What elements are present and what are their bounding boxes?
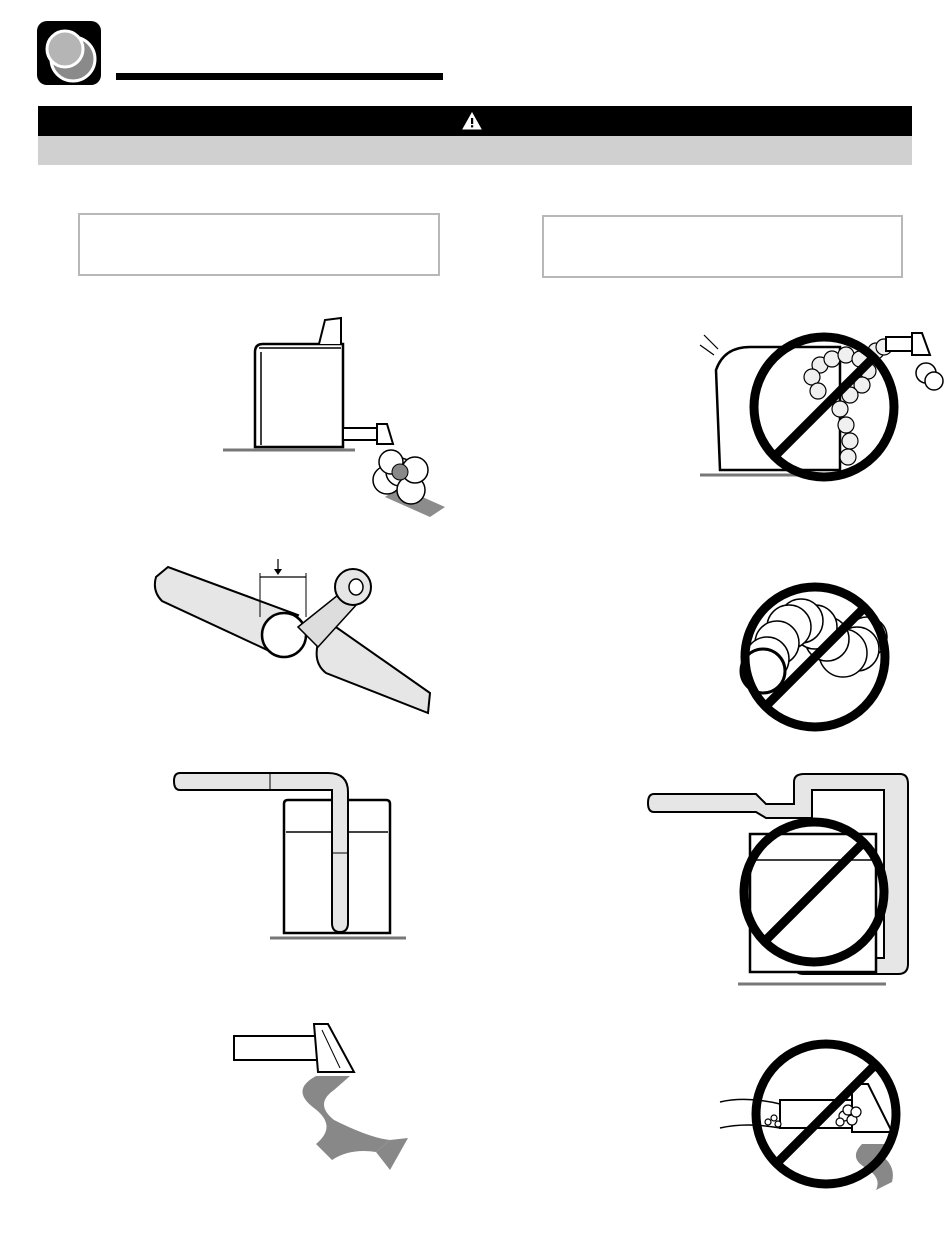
lint-clogged-hood-prohibited-illustration <box>716 1032 911 1197</box>
crushed-flexible-duct-prohibited-illustration <box>700 325 950 485</box>
coiled-flexible-duct-prohibited-illustration <box>735 577 895 737</box>
circle-badge-icon <box>37 21 101 85</box>
duct-joint-tape-illustration <box>148 555 438 725</box>
warning-triangle-icon <box>462 112 482 130</box>
warning-banner <box>38 106 912 136</box>
exhaust-hood-airflow-illustration <box>230 1020 420 1175</box>
dryer-with-straight-exhaust-illustration <box>215 312 455 527</box>
warning-subtext-bar <box>38 136 912 165</box>
long-duct-run-prohibited-illustration <box>648 772 910 987</box>
rigid-duct-over-dryer-illustration <box>170 768 410 943</box>
right-column-heading-box <box>542 215 903 278</box>
left-column-heading-box <box>78 213 440 276</box>
title-underline <box>116 73 443 80</box>
